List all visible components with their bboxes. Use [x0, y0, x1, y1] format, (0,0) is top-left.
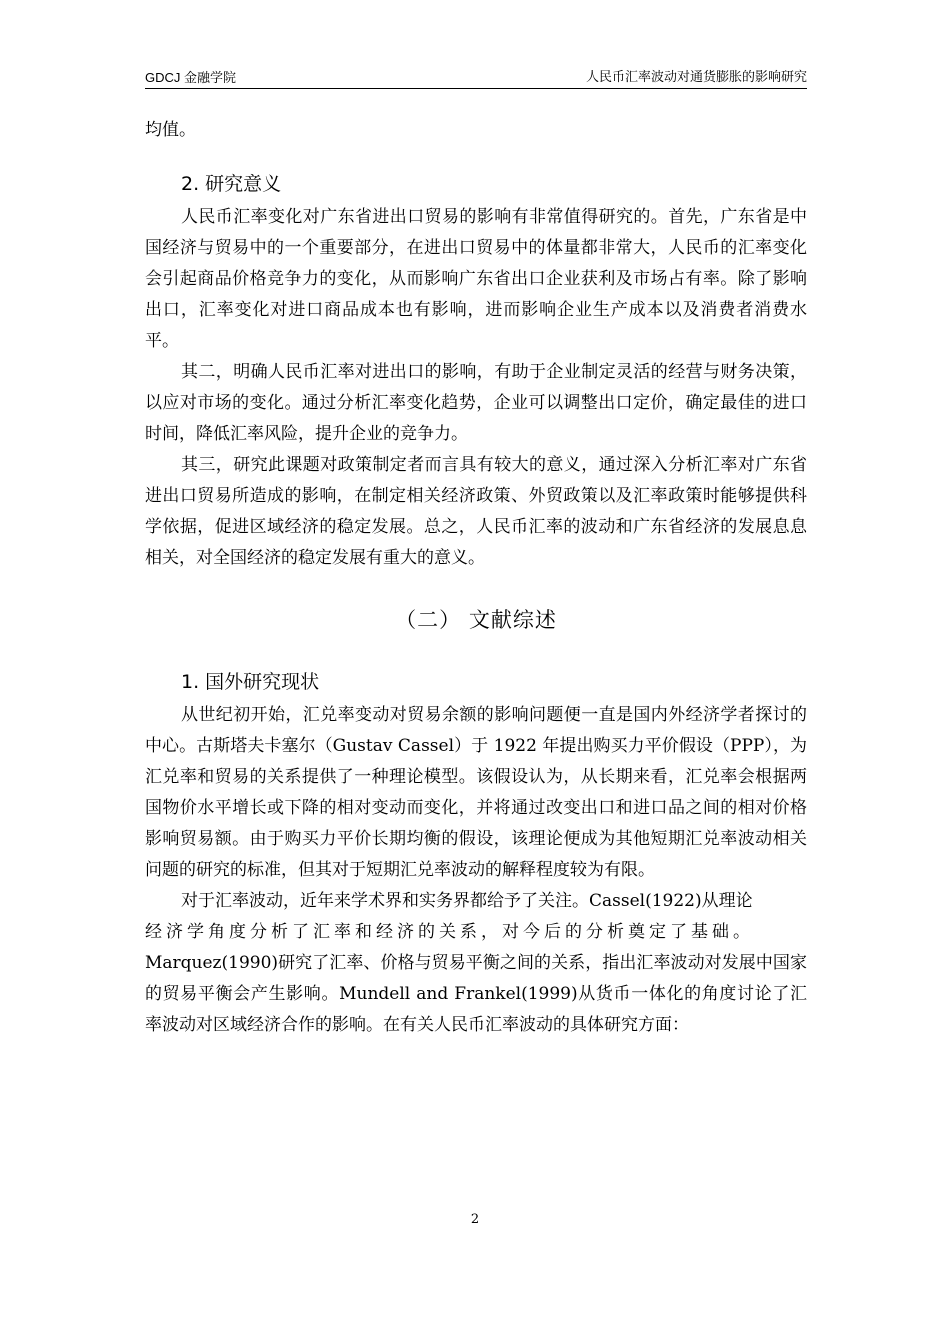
paragraph-significance-3: 其三，研究此课题对政策制定者而言具有较大的意义，通过深入分析汇率对广东省进出口贸易所造成的影响，在制定相关经济政策、外贸政策以及汇率政策时能够提供科学依据，促进区域经济的稳定发展。总之，人民币汇率的波动和广东省经济的发展息息相关，对全国经济的稳定发展有重大的意义。 — [145, 455, 807, 568]
paragraph-foreign-1: 从世纪初开始，汇兑率变动对贸易余额的影响问题便一直是国内外经济学者探讨的中心。古斯塔夫卡塞尔（Gustav Cassel）于 1922 年提出购买力平价假设（PPP），为汇兑率和贸易的关系提供了一种理论模型。该假设认为，从长期来看，汇兑率会根据两国物价水平增长或下降的相对变动而变化，并将通过改变出口和进口品之间的相对价格影响贸易额。由于购买力平价长期均衡的假设，该理论便成为其他短期汇兑率波动相关问题的研究的标准，但其对于短期汇兑率波动的解释程度较为有限。 — [145, 705, 807, 880]
header-school-name: GDCJ 金融学院 — [145, 70, 237, 85]
header-document-title: 人民币汇率波动对通货膨胀的影响研究 — [585, 70, 807, 85]
paragraph-foreign-2-rest: Marquez(1990)研究了汇率、价格与贸易平衡之间的关系，指出汇率波动对发展中国家的贸易平衡会产生影响。Mundell and Frankel(1999)从货币一体化的角度讨论了汇率波动对区域经济合作的影响。在有关人民币汇率波动的具体研究方面： — [145, 953, 807, 1035]
paragraph-significance-2: 其二，明确人民币汇率对进出口的影响，有助于企业制定灵活的经营与财务决策，以应对市场的变化。通过分析汇率变化趋势，企业可以调整出口定价，确定最佳的进口时间，降低汇率风险，提升企业的竞争力。 — [145, 362, 807, 444]
section-heading-foreign-research: 1. 国外研究现状 — [181, 671, 320, 693]
page-header — [145, 70, 807, 89]
section-heading-research-significance: 2. 研究意义 — [181, 173, 282, 195]
document-body — [145, 115, 807, 1041]
paragraph-significance-1: 人民币汇率变化对广东省进出口贸易的影响有非常值得研究的。首先，广东省是中国经济与贸易中的一个重要部分，在进出口贸易中的体量都非常大，人民币的汇率变化会引起商品价格竞争力的变化，从而影响广东省出口企业获利及市场占有率。除了影响出口，汇率变化对进口商品成本也有影响，进而影响企业生产成本以及消费者消费水平。 — [145, 207, 807, 351]
section-title-literature-review: （二） 文献综述 — [395, 608, 557, 632]
paragraph-foreign-2-line-1: 对于汇率波动，近年来学术界和实务界都给予了关注。Cassel(1922)从理论 — [181, 891, 753, 911]
paragraph-foreign-2-line-2: 经济学角度分析了汇率和经济的关系，对今后的分析奠定了基础。 — [145, 922, 754, 942]
page-number: 2 — [470, 1212, 480, 1227]
continuation-text: 均值。 — [145, 120, 196, 140]
